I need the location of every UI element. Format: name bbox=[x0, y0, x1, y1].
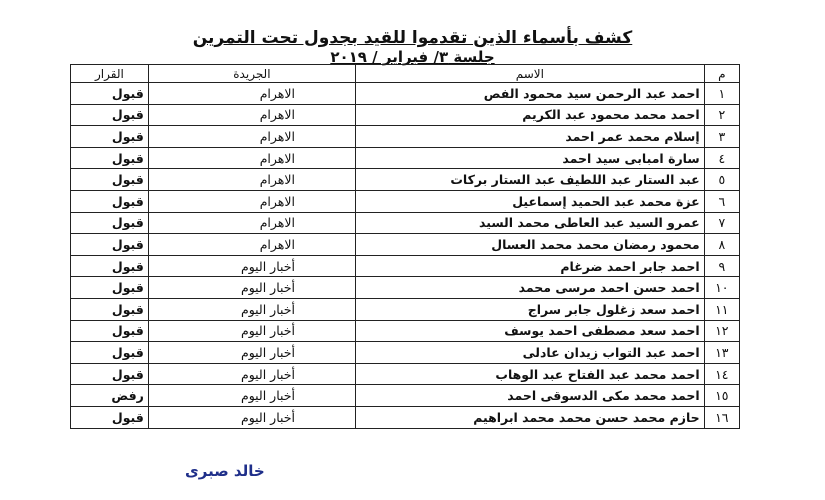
row-decision: قبول bbox=[71, 234, 149, 256]
row-newspaper: أخبار اليوم bbox=[148, 320, 355, 342]
row-name: عمرو السيد عبد العاطى محمد السيد bbox=[356, 212, 705, 234]
row-name: عبد الستار عبد اللطيف عبد الستار بركات bbox=[356, 169, 705, 191]
row-number: ٩ bbox=[704, 255, 739, 277]
table-row bbox=[71, 126, 740, 148]
header-name: الاسم bbox=[356, 65, 705, 83]
row-decision: قبول bbox=[71, 255, 149, 277]
row-name: إسلام محمد عمر احمد bbox=[356, 126, 705, 148]
table-row bbox=[71, 212, 740, 234]
row-name: احمد جابر احمد ضرغام bbox=[356, 255, 705, 277]
row-decision: رفض bbox=[71, 385, 149, 407]
table-row bbox=[71, 169, 740, 191]
row-number: ٨ bbox=[704, 234, 739, 256]
row-newspaper: الاهرام bbox=[148, 147, 355, 169]
row-number: ١١ bbox=[704, 298, 739, 320]
row-newspaper: أخبار اليوم bbox=[148, 406, 355, 428]
row-decision: قبول bbox=[71, 126, 149, 148]
table-row bbox=[71, 320, 740, 342]
row-decision: قبول bbox=[71, 406, 149, 428]
table-row bbox=[71, 190, 740, 212]
row-name: احمد محمد مكى الدسوقى احمد bbox=[356, 385, 705, 407]
table-row bbox=[71, 104, 740, 126]
row-name: احمد محمد محمود عبد الكريم bbox=[356, 104, 705, 126]
row-decision: قبول bbox=[71, 190, 149, 212]
table-row bbox=[71, 255, 740, 277]
table-row bbox=[71, 342, 740, 364]
row-name: احمد عبد الرحمن سيد محمود الفص bbox=[356, 83, 705, 105]
header-newspaper: الجريدة bbox=[148, 65, 355, 83]
table-row bbox=[71, 83, 740, 105]
row-newspaper: أخبار اليوم bbox=[148, 342, 355, 364]
row-newspaper: أخبار اليوم bbox=[148, 255, 355, 277]
row-name: احمد سعد زغلول جابر سراج bbox=[356, 298, 705, 320]
row-newspaper: الاهرام bbox=[148, 83, 355, 105]
row-newspaper: أخبار اليوم bbox=[148, 363, 355, 385]
row-name: احمد حسن احمد مرسى محمد bbox=[356, 277, 705, 299]
row-number: ١٢ bbox=[704, 320, 739, 342]
session-date: جلسة ٣/ فبراير / ٢٠١٩ bbox=[330, 48, 495, 66]
signature: خالد صبرى bbox=[185, 462, 265, 480]
table-row bbox=[71, 234, 740, 256]
row-newspaper: أخبار اليوم bbox=[148, 298, 355, 320]
row-name: احمد محمد عبد الفتاح عبد الوهاب bbox=[356, 363, 705, 385]
row-newspaper: أخبار اليوم bbox=[148, 385, 355, 407]
row-decision: قبول bbox=[71, 212, 149, 234]
table-row bbox=[71, 406, 740, 428]
row-newspaper: أخبار اليوم bbox=[148, 277, 355, 299]
row-decision: قبول bbox=[71, 363, 149, 385]
row-name: محمود رمضان محمد محمد العسال bbox=[356, 234, 705, 256]
row-newspaper: الاهرام bbox=[148, 212, 355, 234]
header-decision: القرار bbox=[71, 65, 149, 83]
row-number: ١٥ bbox=[704, 385, 739, 407]
row-newspaper: الاهرام bbox=[148, 234, 355, 256]
table-row bbox=[71, 147, 740, 169]
row-name: احمد سعد مصطفى احمد يوسف bbox=[356, 320, 705, 342]
row-number: ١٣ bbox=[704, 342, 739, 364]
row-decision: قبول bbox=[71, 298, 149, 320]
table-row bbox=[71, 385, 740, 407]
row-decision: قبول bbox=[71, 104, 149, 126]
table-header-row bbox=[71, 65, 740, 83]
row-number: ١٦ bbox=[704, 406, 739, 428]
row-decision: قبول bbox=[71, 277, 149, 299]
row-decision: قبول bbox=[71, 342, 149, 364]
table-row bbox=[71, 298, 740, 320]
header-num: م bbox=[704, 65, 739, 83]
row-name: سارة امبابى سيد احمد bbox=[356, 147, 705, 169]
row-newspaper: الاهرام bbox=[148, 126, 355, 148]
table-row bbox=[71, 363, 740, 385]
row-name: حازم محمد حسن محمد محمد ابراهيم bbox=[356, 406, 705, 428]
row-decision: قبول bbox=[71, 83, 149, 105]
row-name: عزة محمد عبد الحميد إسماعيل bbox=[356, 190, 705, 212]
table-row bbox=[71, 277, 740, 299]
row-decision: قبول bbox=[71, 147, 149, 169]
row-number: ١٠ bbox=[704, 277, 739, 299]
row-newspaper: الاهرام bbox=[148, 169, 355, 191]
row-number: ٢ bbox=[704, 104, 739, 126]
row-number: ١٤ bbox=[704, 363, 739, 385]
row-number: ٦ bbox=[704, 190, 739, 212]
row-name: احمد عبد التواب زيدان عادلى bbox=[356, 342, 705, 364]
applicants-table bbox=[70, 64, 740, 429]
row-number: ٥ bbox=[704, 169, 739, 191]
row-decision: قبول bbox=[71, 169, 149, 191]
row-newspaper: الاهرام bbox=[148, 104, 355, 126]
row-number: ٤ bbox=[704, 147, 739, 169]
row-decision: قبول bbox=[71, 320, 149, 342]
row-newspaper: الاهرام bbox=[148, 190, 355, 212]
document-title: كشف بأسماء الذين تقدموا للقيد بجدول تحت التمرين bbox=[192, 28, 633, 48]
row-number: ٧ bbox=[704, 212, 739, 234]
row-number: ١ bbox=[704, 83, 739, 105]
row-number: ٣ bbox=[704, 126, 739, 148]
